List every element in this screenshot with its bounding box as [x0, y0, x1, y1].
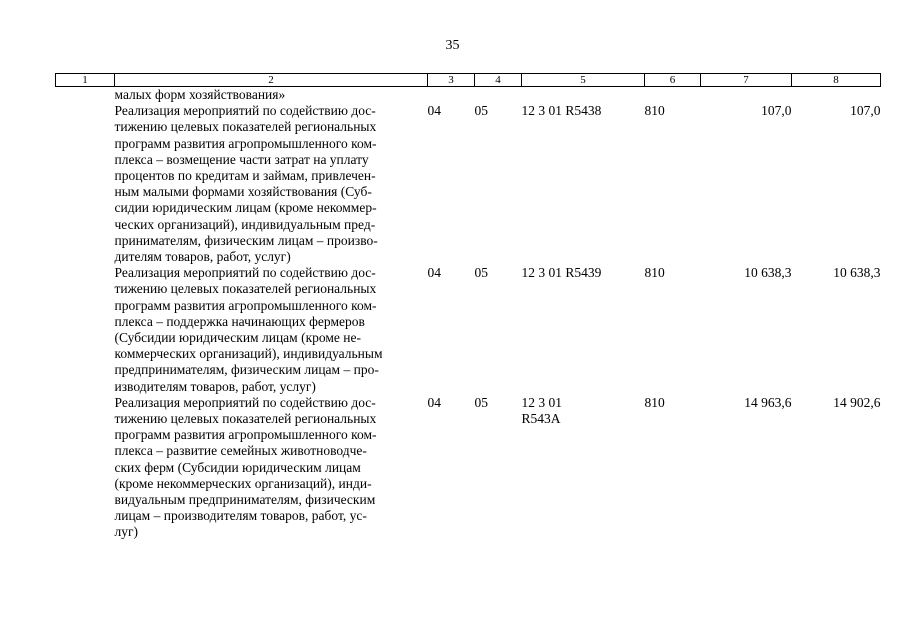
- table-row: [56, 265, 881, 395]
- col-1-cell: [56, 103, 115, 265]
- section-code-cell: 04: [427, 394, 441, 410]
- header-col-7: 7: [701, 74, 792, 87]
- header-col-5: 5: [522, 74, 645, 87]
- target-article-cell: [522, 265, 645, 395]
- continuation-row: [56, 87, 881, 104]
- description-line: программ развития агропромышленного ком-: [114, 135, 377, 151]
- description-line: ских ферм (Субсидии юридическим лицам: [114, 459, 361, 475]
- description-cell: [115, 265, 428, 395]
- target-article-line: 12 3 01 R5439: [521, 265, 602, 281]
- budget-table: [55, 73, 881, 541]
- description-cell: [115, 395, 428, 541]
- description-line: коммерческих организаций), индивидуальным: [114, 346, 383, 362]
- amount-col-8-cell: 10 638,3: [833, 265, 881, 281]
- description-line: плекса – возмещение части затрат на уплату: [114, 151, 369, 167]
- target-article-line: 12 3 01 R5438: [521, 103, 602, 119]
- description-line: программ развития агропромышленного ком-: [114, 427, 377, 443]
- amount-col-7-cell: 10 638,3: [744, 265, 792, 281]
- continuation-line: малых форм хозяйствования»: [114, 87, 286, 102]
- target-article-line: 12 3 01: [521, 394, 562, 410]
- header-col-6: 6: [645, 74, 701, 87]
- description-line: принимателям, физическим лицам – произво-: [114, 232, 378, 248]
- amount-col-7-cell: 107,0: [761, 103, 792, 119]
- col-1-cell: [56, 395, 115, 541]
- expense-type-cell: 810: [644, 265, 665, 281]
- expense-type-cell: 810: [644, 103, 665, 119]
- description-line: видуальным предпринимателям, физическим: [114, 492, 376, 508]
- description-line: ным малыми формами хозяйствования (Суб-: [114, 184, 372, 200]
- col-1-cell: [56, 265, 115, 395]
- table-row: [56, 103, 881, 265]
- header-col-8: 8: [792, 74, 881, 87]
- description-line: Реализация мероприятий по содействию дос-: [114, 265, 376, 281]
- description-line: (кроме некоммерческих организаций), инди-: [114, 475, 372, 491]
- description-line: Реализация мероприятий по содействию дос-: [114, 394, 376, 410]
- description-line: плекса – развитие семейных животноводче-: [114, 443, 367, 459]
- subsection-code-cell: 05: [474, 265, 488, 281]
- description-line: плекса – поддержка начинающих фермеров: [114, 313, 365, 329]
- expense-type-cell: 810: [644, 394, 665, 410]
- description-line: предпринимателям, физическим лицам – про-: [114, 362, 379, 378]
- description-line: лицам – производителям товаров, работ, ус-: [114, 508, 367, 524]
- section-code-cell: 04: [427, 265, 441, 281]
- description-line: тижению целевых показателей региональных: [114, 119, 377, 135]
- subsection-code-cell: 05: [474, 394, 488, 410]
- description-line: луг): [114, 524, 139, 540]
- description-line: ческих организаций), индивидуальным пред-: [114, 216, 376, 232]
- header-col-3: 3: [428, 74, 475, 87]
- header-col-1: 1: [56, 74, 115, 87]
- target-article-line: R543A: [521, 411, 561, 427]
- subsection-code-cell: 05: [474, 103, 488, 119]
- description-line: программ развития агропромышленного ком-: [114, 297, 377, 313]
- page-number: 35: [445, 38, 460, 53]
- description-line: Реализация мероприятий по содействию дос-: [114, 103, 376, 119]
- col-1-cell: [56, 87, 115, 104]
- header-col-2: 2: [115, 74, 428, 87]
- amount-col-7-cell: 14 963,6: [744, 394, 792, 410]
- description-cell: [115, 103, 428, 265]
- amount-col-8-cell: 107,0: [850, 103, 881, 119]
- description-line: изводителям товаров, работ, услуг): [114, 378, 316, 394]
- description-line: сидии юридическим лицам (кроме некоммер-: [114, 200, 377, 216]
- continuation-text: [115, 87, 428, 104]
- target-article-cell: [522, 395, 645, 541]
- section-code-cell: 04: [427, 103, 441, 119]
- description-line: тижению целевых показателей региональных: [114, 411, 377, 427]
- table-row: [56, 395, 881, 541]
- header-col-4: 4: [475, 74, 522, 87]
- header-row: [56, 74, 881, 87]
- amount-col-8-cell: 14 902,6: [833, 394, 881, 410]
- description-line: дителям товаров, работ, услуг): [114, 249, 291, 265]
- target-article-cell: [522, 103, 645, 265]
- description-line: процентов по кредитам и займам, привлечен-: [114, 168, 376, 184]
- description-line: (Субсидии юридическим лицам (кроме не-: [114, 330, 361, 346]
- description-line: тижению целевых показателей региональных: [114, 281, 377, 297]
